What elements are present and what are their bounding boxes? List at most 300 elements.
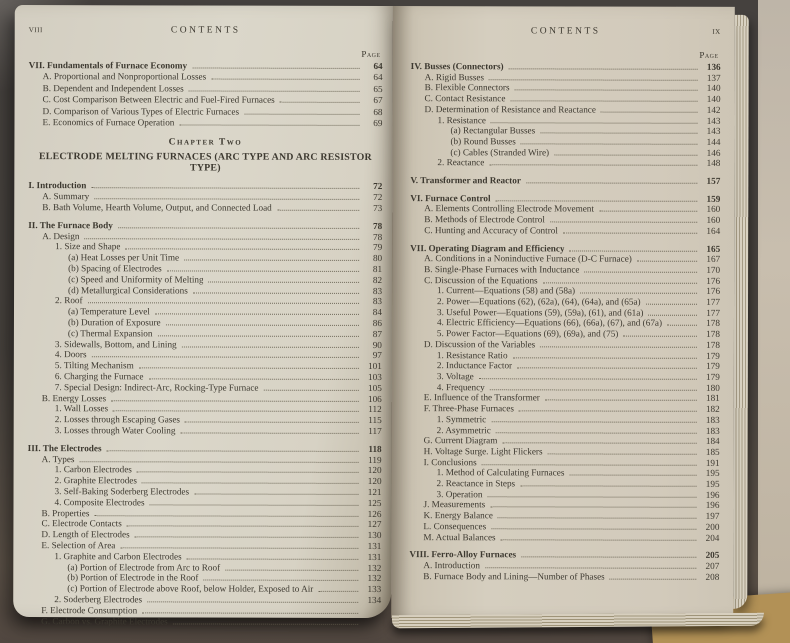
toc-entry-label: (b) Spacing of Electrodes (68, 263, 162, 274)
toc-entry-page-number: 205 (705, 550, 720, 561)
toc-entry-page-number: 140 (706, 83, 721, 94)
dotted-leader (244, 113, 359, 114)
dotted-leader (185, 422, 359, 423)
toc-entry-page-number: 207 (705, 560, 720, 571)
toc-entry (410, 125, 720, 137)
toc-entry (410, 467, 720, 479)
toc-entry (410, 136, 720, 148)
chapter-heading (28, 137, 382, 174)
toc-entry-label: D. Discussion of the Variables (423, 338, 536, 350)
dotted-leader (487, 496, 696, 498)
toc-entry-page-number: 134 (367, 594, 382, 605)
toc-entry (410, 371, 720, 383)
toc-entry-label: D. Determination of Resistance and Reactance (424, 103, 596, 115)
dotted-leader (519, 410, 697, 411)
dotted-leader (135, 536, 359, 538)
dotted-leader (543, 282, 697, 283)
toc-entry-label: (b) Round Busses (450, 136, 516, 147)
toc-entry-label: B. Single-Phase Furnaces with Inductance (424, 264, 580, 275)
toc-entry-label: 3. Sidewalls, Bottom, and Lining (54, 338, 177, 350)
dotted-leader (79, 461, 358, 463)
toc-section-right (409, 61, 720, 582)
dotted-leader (194, 493, 358, 494)
toc-entry-label: V. Transformer and Reactor (410, 175, 521, 186)
toc-entry-page-number: 117 (368, 425, 382, 436)
toc-entry-label: 2. Reactance in Steps (436, 478, 516, 489)
toc-entry (411, 104, 721, 116)
dotted-leader (184, 260, 359, 261)
toc-entry-label: 3. Self-Baking Soderberg Electrodes (54, 486, 190, 497)
dotted-leader (155, 314, 359, 316)
dotted-leader (509, 68, 698, 69)
dotted-leader (501, 539, 697, 541)
dotted-leader (150, 504, 359, 506)
toc-entry (410, 350, 720, 362)
toc-entry-label: F. Three-Phase Furnaces (423, 403, 514, 414)
dotted-leader (526, 182, 697, 183)
toc-entry-label: I. Conclusions (423, 456, 477, 467)
toc-entry-page-number: 144 (706, 136, 721, 147)
toc-entry (410, 328, 720, 340)
toc-entry-label: 2. Graphite Electrodes (54, 475, 137, 486)
toc-entry (29, 106, 383, 118)
toc-entry (411, 82, 721, 94)
toc-entry-page-number: 159 (706, 193, 721, 204)
dotted-leader (510, 100, 697, 101)
toc-entry-label: 5. Tilting Mechanism (54, 360, 134, 371)
toc-entry (410, 264, 720, 276)
dotted-leader (584, 271, 697, 272)
dotted-leader (623, 336, 697, 337)
toc-entry-label: IV. Busses (Connectors) (410, 61, 504, 72)
toc-entry-label: (c) Cables (Stranded Wire) (450, 146, 550, 158)
toc-entry (29, 60, 383, 72)
toc-entry-page-number: 137 (706, 72, 721, 83)
toc-entry (410, 478, 720, 490)
dotted-leader (192, 67, 360, 68)
toc-entry-page-number: 120 (367, 476, 382, 487)
toc-entry (410, 243, 720, 255)
toc-entry-page-number: 125 (367, 497, 382, 508)
toc-entry-label: 1. Resistance (437, 114, 487, 125)
toc-entry (410, 253, 720, 265)
dotted-leader (225, 569, 358, 570)
dotted-leader (107, 450, 359, 452)
dotted-leader (142, 483, 359, 485)
dotted-leader (550, 222, 697, 223)
toc-entry-page-number: 67 (373, 95, 383, 106)
toc-entry (410, 157, 720, 169)
toc-entry-label: II. The Furnace Body (28, 219, 113, 231)
toc-entry-label: E. Economics of Furnace Operation (42, 117, 175, 128)
dotted-leader (182, 346, 359, 347)
toc-entry-label: B. Flexible Connectors (424, 82, 510, 93)
toc-entry (410, 489, 720, 501)
toc-entry (409, 510, 719, 522)
toc-entry-label: E. Influence of the Transformer (423, 392, 540, 403)
left-folio: viii (28, 25, 43, 36)
toc-entry-page-number: 133 (367, 584, 382, 595)
toc-entry-label: 1. Size and Shape (55, 241, 121, 252)
toc-entry-page-number: 118 (368, 443, 382, 454)
toc-entry (410, 307, 720, 319)
toc-section-main (27, 180, 382, 627)
toc-entry (28, 425, 382, 437)
dotted-leader (563, 232, 697, 233)
toc-entry-page-number: 65 (373, 83, 383, 94)
toc-entry-page-number: 140 (706, 93, 721, 104)
toc-entry-page-number: 73 (373, 202, 383, 214)
toc-entry-page-number: 68 (373, 106, 383, 117)
toc-entry-page-number: 84 (372, 307, 383, 318)
toc-entry-label: I. Introduction (28, 180, 87, 191)
toc-entry-page-number: 72 (373, 192, 383, 203)
toc-entry-label: 1. Graphite and Carbon Electrodes (54, 550, 182, 562)
dotted-leader (610, 578, 697, 579)
page-bottom-edge-stack (392, 613, 764, 629)
dotted-leader (111, 400, 359, 402)
toc-entry-label: A. Summary (42, 191, 90, 202)
toc-entry-page-number: 178 (706, 329, 720, 340)
dotted-leader (118, 227, 359, 229)
toc-entry-label: B. Furnace Body and Lining—Number of Phases (423, 570, 605, 582)
dotted-leader (94, 198, 359, 200)
dotted-leader (489, 165, 697, 167)
toc-entry-page-number: 196 (705, 500, 720, 511)
toc-entry-label: D. Comparison of Various Types of Electric Furnaces (42, 105, 240, 117)
toc-entry-page-number: 132 (367, 562, 382, 573)
toc-entry-page-number: 185 (705, 446, 720, 457)
toc-entry (409, 532, 719, 544)
page-column-label: Page (361, 48, 381, 59)
toc-entry-page-number: 79 (372, 242, 383, 253)
toc-entry (410, 457, 720, 469)
toc-entry-page-number: 195 (705, 478, 720, 489)
toc-entry-page-number: 196 (705, 489, 720, 500)
toc-entry-label: 1. Symmetric (436, 413, 487, 425)
toc-entry-page-number: 64 (373, 72, 383, 83)
left-page (13, 5, 393, 626)
toc-entry-page-number: 183 (705, 414, 720, 425)
toc-entry-page-number: 115 (368, 415, 382, 426)
toc-entry-label: 6. Charging the Furnace (54, 371, 144, 382)
toc-entry-label: D. Length of Electrodes (41, 529, 130, 540)
dotted-leader (498, 517, 697, 519)
toc-entry (410, 214, 720, 226)
chapter-title: ELECTRODE MELTING FURNACES (ARC TYPE AND ARC RESISTOR TYPE) (38, 151, 372, 174)
toc-entry-label: 2. Reactance (437, 157, 485, 168)
toc-entry-page-number: 120 (367, 465, 382, 476)
dotted-leader (264, 389, 359, 390)
toc-entry-label: 1. Carbon Electrodes (54, 464, 132, 475)
toc-entry-page-number: 130 (367, 530, 382, 541)
toc-entry-label: (a) Portion of Electrode from Arc to Roof (67, 561, 221, 573)
toc-entry-page-number: 179 (706, 350, 720, 361)
dotted-leader (601, 111, 698, 112)
background-surface (758, 0, 790, 643)
toc-entry-label: J. Measurements (423, 499, 486, 510)
toc-entry-page-number: 82 (372, 274, 383, 285)
toc-entry (28, 202, 382, 214)
dotted-leader (485, 567, 696, 569)
dotted-leader (211, 79, 359, 80)
toc-entry-label: VI. Furnace Control (410, 192, 491, 204)
toc-entry-label: 4. Doors (54, 349, 87, 360)
dotted-leader (147, 601, 358, 603)
toc-entry (410, 382, 720, 394)
right-page-header (411, 26, 721, 37)
toc-entry (410, 360, 720, 372)
toc-entry-label: L. Consequences (423, 520, 487, 532)
toc-entry-page-number: 180 (706, 382, 720, 393)
toc-entry (29, 83, 383, 95)
dotted-leader (91, 188, 359, 190)
toc-entry-label: 1. Wall Losses (54, 403, 109, 414)
toc-entry-page-number: 182 (705, 403, 720, 414)
page-column-label: Page (699, 49, 719, 60)
toc-entry (409, 521, 719, 533)
dotted-leader (496, 200, 698, 202)
dotted-leader (482, 464, 697, 466)
toc-entry-page-number: 90 (372, 339, 382, 350)
dotted-leader (113, 411, 359, 413)
dotted-leader (277, 210, 360, 211)
toc-entry-page-number: 119 (368, 454, 382, 465)
toc-entry (410, 175, 720, 187)
dotted-leader (125, 249, 359, 251)
toc-entry-label: A. Conditions in a Noninductive Furnace (D-C Furnace) (424, 253, 632, 264)
toc-entry-label: B. Bath Volume, Hearth Volume, Output, and Connected Load (42, 202, 272, 213)
dotted-leader (173, 623, 358, 624)
dotted-leader (667, 325, 697, 326)
dotted-leader (179, 124, 359, 125)
toc-entry-label: 5. Power Factor—Equations (69), (69a), and (75) (436, 328, 619, 339)
toc-entry-label: (c) Speed and Uniformity of Melting (68, 273, 204, 285)
toc-entry-label: 1. Method of Calculating Furnaces (436, 467, 565, 478)
toc-entry (409, 499, 719, 511)
open-book (13, 5, 763, 626)
toc-entry-label: 2. Soderberg Electrodes (54, 594, 143, 605)
toc-entry-page-number: 177 (706, 296, 721, 307)
toc-entry-label: G. Carbon vs. Graphite Electrodes (41, 615, 168, 626)
toc-entry (27, 616, 381, 628)
toc-entry (411, 61, 721, 73)
toc-entry-page-number: 132 (367, 573, 382, 584)
dotted-leader (489, 79, 698, 81)
dotted-leader (187, 558, 359, 559)
toc-entry-label: C. Contact Resistance (424, 93, 506, 104)
toc-entry-page-number: 78 (373, 220, 383, 231)
dotted-leader (496, 432, 697, 434)
toc-entry (410, 392, 720, 404)
toc-entry-page-number: 72 (373, 181, 383, 192)
toc-entry (28, 443, 382, 455)
toc-entry-label: 1. Current—Equations (58) and (58a) (437, 285, 576, 296)
dotted-leader (637, 261, 697, 262)
toc-entry (410, 318, 720, 330)
dotted-leader (209, 281, 360, 282)
toc-entry (410, 193, 720, 205)
toc-entry-page-number: 121 (367, 486, 382, 497)
toc-entry-label: C. Hunting and Accuracy of Control (424, 224, 558, 236)
toc-entry (410, 425, 720, 437)
toc-entry (410, 296, 720, 308)
running-head: CONTENTS (530, 26, 601, 37)
toc-entry-page-number: 112 (368, 404, 382, 415)
dotted-leader (580, 293, 697, 294)
toc-entry-page-number: 101 (368, 361, 382, 372)
toc-entry-label: (a) Rectangular Busses (450, 125, 536, 136)
dotted-leader (120, 547, 358, 549)
toc-entry-label: A. Design (42, 230, 80, 241)
dotted-leader (193, 292, 359, 293)
toc-entry (409, 560, 719, 572)
dotted-leader (84, 238, 359, 240)
toc-entry-page-number: 177 (706, 307, 721, 318)
toc-entry-page-number: 157 (706, 175, 721, 186)
toc-entry-page-number: 181 (705, 393, 720, 404)
toc-entry-page-number: 184 (705, 436, 720, 447)
toc-entry-label: (d) Metallurgical Considerations (68, 284, 188, 296)
toc-entry-page-number: 160 (706, 214, 721, 226)
toc-entry (410, 339, 720, 351)
toc-entry-label: A. Elements Controlling Electrode Movement (424, 203, 594, 214)
toc-entry-page-number: 170 (706, 264, 721, 275)
toc-entry-page-number: 105 (368, 382, 382, 393)
toc-entry-label: 4. Frequency (436, 381, 485, 392)
toc-entry-page-number: 176 (706, 286, 721, 297)
dotted-leader (513, 357, 697, 358)
toc-entry (410, 446, 720, 458)
toc-entry-label: H. Voltage Surge. Light Flickers (423, 446, 543, 457)
toc-entry-label: (c) Thermal Expansion (67, 327, 153, 339)
toc-entry (410, 225, 720, 237)
dotted-leader (139, 368, 359, 370)
toc-entry-page-number: 106 (367, 393, 382, 404)
toc-entry-label: VII. Fundamentals of Furnace Economy (28, 60, 188, 71)
toc-entry-label: VII. Operating Diagram and Efficiency (410, 242, 565, 254)
toc-entry-label: 7. Special Design: Indirect-Arc, Rocking-Type Furnace (54, 381, 259, 393)
toc-entry-label: C. Cost Comparison Between Electric and Fuel-Fired Furnaces (42, 94, 275, 105)
toc-entry-page-number: 143 (706, 126, 721, 137)
chapter-kicker: Chapter Two (168, 137, 243, 149)
dotted-leader (92, 357, 359, 359)
dotted-leader (648, 314, 697, 315)
dotted-leader (548, 453, 697, 454)
toc-entry-label: (a) Temperature Level (67, 306, 150, 317)
toc-entry (411, 93, 721, 105)
dotted-leader (540, 133, 697, 134)
toc-entry-page-number: 197 (705, 510, 720, 521)
dotted-leader (318, 591, 358, 592)
right-page (391, 6, 735, 619)
toc-entry-label: E. Selection of Area (41, 540, 116, 551)
toc-entry-page-number: 142 (706, 104, 721, 115)
toc-entry (411, 72, 721, 84)
toc-entry (410, 115, 720, 127)
toc-entry-page-number: 143 (706, 115, 721, 126)
toc-entry-label: M. Actual Balances (423, 531, 496, 542)
dotted-leader (148, 378, 358, 380)
toc-entry-page-number: 83 (372, 296, 383, 307)
dotted-leader (127, 526, 359, 528)
toc-entry-label: A. Rigid Busses (424, 71, 485, 82)
dotted-leader (280, 102, 360, 103)
running-head: CONTENTS (170, 25, 241, 36)
toc-entry (29, 71, 383, 83)
toc-entry-page-number: 103 (368, 371, 382, 382)
toc-entry-page-number: 200 (705, 521, 720, 532)
toc-entry-label: A. Introduction (423, 560, 481, 571)
toc-entry-page-number: 195 (705, 468, 720, 479)
toc-entry (409, 549, 719, 561)
toc-entry-page-number: 126 (367, 508, 382, 519)
toc-entry-label: (b) Duration of Exposure (67, 317, 161, 328)
toc-entry-label: 2. Asymmetric (436, 424, 491, 435)
toc-entry-label: B. Energy Losses (41, 392, 107, 403)
toc-entry-page-number: 183 (705, 425, 720, 436)
toc-entry-page-number: 178 (706, 339, 720, 350)
dotted-leader (515, 90, 698, 91)
dotted-leader (189, 90, 360, 91)
toc-entry-label: VIII. Ferro-Alloy Furnaces (409, 549, 517, 560)
toc-entry-page-number: 148 (706, 158, 721, 169)
dotted-leader (490, 389, 697, 391)
toc-entry-page-number: 83 (372, 285, 383, 296)
toc-entry-page-number: 165 (706, 243, 721, 254)
toc-entry-page-number: 167 (706, 254, 721, 265)
toc-entry (410, 275, 720, 287)
toc-entry (409, 571, 719, 583)
toc-entry-label: 2. Power—Equations (62), (62a), (64), (64a), and (65a) (437, 296, 641, 307)
toc-entry-label: 3. Operation (436, 488, 483, 499)
right-folio: ix (712, 26, 721, 37)
toc-entry (410, 285, 720, 297)
toc-entry-page-number: 127 (367, 519, 382, 530)
dotted-leader (517, 368, 697, 369)
toc-entry (410, 414, 720, 426)
toc-entry-label: 2. Roof (55, 295, 83, 306)
dotted-leader (502, 443, 696, 445)
dotted-leader (545, 400, 697, 401)
toc-entry-page-number: 131 (367, 540, 382, 551)
toc-section-top (28, 60, 382, 129)
dotted-leader (646, 304, 697, 305)
dotted-leader (157, 335, 358, 337)
toc-entry-page-number: 176 (706, 275, 721, 286)
toc-entry-label: III. The Electrodes (27, 442, 102, 454)
left-page-header (29, 25, 383, 36)
toc-entry-page-number: 80 (372, 253, 383, 264)
dotted-leader (540, 346, 697, 347)
toc-entry-label: 4. Composite Electrodes (54, 496, 145, 508)
toc-entry (29, 94, 383, 106)
toc-entry-page-number: 87 (372, 328, 382, 339)
toc-entry (28, 117, 382, 129)
toc-entry-label: 1. Resistance Ratio (436, 349, 508, 360)
dotted-leader (137, 472, 359, 474)
dotted-leader (166, 324, 359, 326)
dotted-leader (521, 557, 696, 558)
toc-entry-page-number: 69 (373, 117, 383, 129)
toc-entry-label: 2. Losses through Escaping Gases (54, 414, 181, 425)
toc-entry-label: F. Electrode Consumption (41, 604, 138, 616)
dotted-leader (142, 612, 358, 614)
toc-entry-page-number: 78 (372, 231, 383, 242)
dotted-leader (570, 250, 698, 251)
dotted-leader (203, 580, 358, 581)
toc-entry (28, 220, 382, 232)
